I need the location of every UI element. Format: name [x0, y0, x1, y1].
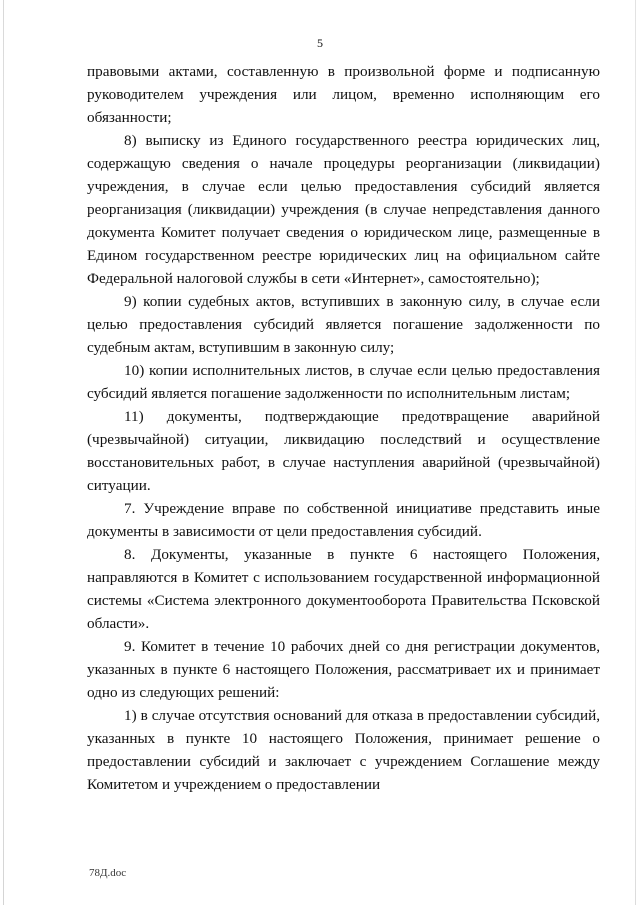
document-body — [87, 60, 600, 796]
page-edge-right — [635, 0, 636, 905]
page-edge-left — [3, 0, 4, 905]
paragraph-clause-8: 8. Документы, указанные в пункте 6 настоящего Положения, направляются в Комитет с использованием государственной информационной системы «Система электронного документооборота Правительства Псковской области». — [87, 546, 600, 632]
paragraph-subclause-1: 1) в случае отсутствия оснований для отказа в предоставлении субсидий, указанных в пункте 10 настоящего Положения, принимает решение о предоставлении субсидий и заключает с учреждением Соглашение между Комитетом и учреждением о предоставлении — [87, 707, 600, 793]
paragraph-item-8: 8) выписку из Единого государственного реестра юридических лиц, содержащую сведения о начале процедуры реорганизации (ликвидации) учреждения, в случае если целью предоставления субсидий является реорганизация (ликвидации) учреждения (в случае непредставления данного документа Комитет получает сведения о юридическом лице, размещенные в Едином государственном реестре юридических лиц на официальном сайте Федеральной налоговой службы в сети «Интернет», самостоятельно); — [87, 132, 600, 287]
paragraph-clause-7: 7. Учреждение вправе по собственной инициативе представить иные документы в зависимости от цели предоставления субсидий. — [87, 500, 600, 540]
page-number: 5 — [317, 36, 323, 50]
paragraph-item-11: 11) документы, подтверждающие предотвращение аварийной (чрезвычайной) ситуации, ликвидацию последствий и осуществление восстановительных работ, в случае наступления аварийной (чрезвычайной) ситуации. — [87, 408, 600, 494]
paragraph-item-9: 9) копии судебных актов, вступивших в законную силу, в случае если целью предоставления субсидий является погашение задолженности по судебным актам, вступившим в законную силу; — [87, 293, 600, 356]
paragraph-item-10: 10) копии исполнительных листов, в случае если целью предоставления субсидий является погашение задолженности по исполнительным листам; — [87, 362, 600, 402]
file-name-footer: 78Д.doc — [89, 867, 127, 879]
paragraph-continuation: правовыми актами, составленную в произвольной форме и подписанную руководителем учреждения или лицом, временно исполняющим его обязанности; — [87, 63, 600, 126]
paragraph-clause-9: 9. Комитет в течение 10 рабочих дней со дня регистрации документов, указанных в пункте 6 настоящего Положения, рассматривает их и принимает одно из следующих решений: — [87, 638, 600, 701]
